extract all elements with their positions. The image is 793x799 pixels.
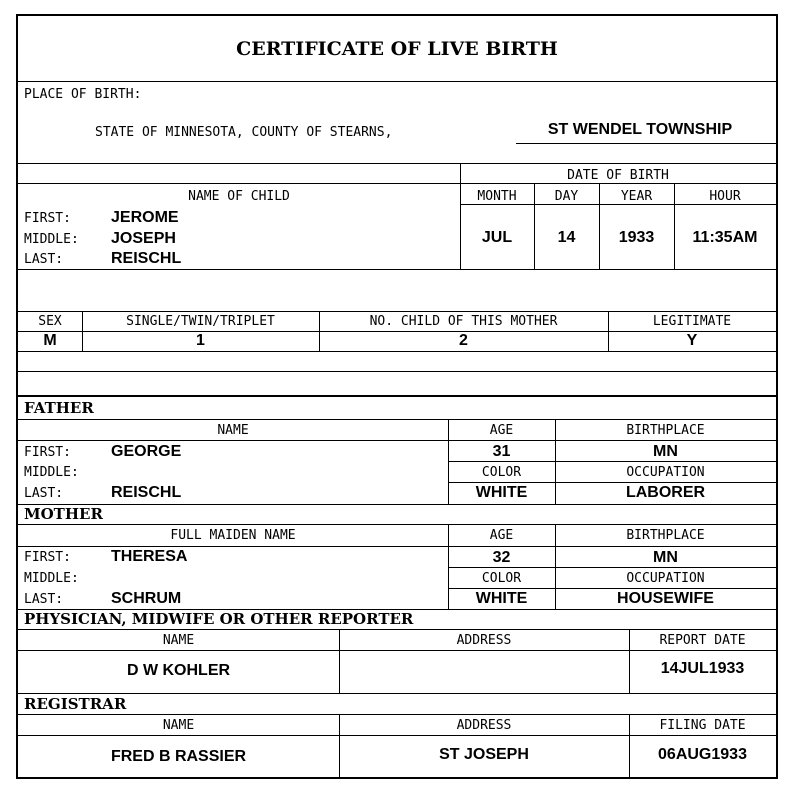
hour-header: HOUR: [709, 189, 741, 204]
report-date-header: REPORT DATE: [659, 633, 746, 648]
child-last-name: REISCHL: [111, 250, 182, 267]
rule: [460, 204, 776, 205]
place-of-birth-label: PLACE OF BIRTH:: [24, 87, 142, 102]
father-age: 31: [492, 443, 511, 460]
child-last-label: LAST:: [24, 252, 64, 267]
rule: [18, 524, 776, 525]
rule: [18, 269, 776, 270]
mother-occupation-header: OCCUPATION: [626, 571, 705, 586]
rule: [448, 588, 776, 589]
rule: [18, 163, 776, 164]
filing-date-header: FILING DATE: [659, 718, 746, 733]
father-color-header: COLOR: [481, 465, 522, 480]
rule: [18, 693, 776, 694]
mother-section-title: MOTHER: [24, 505, 103, 523]
date-of-birth-header: DATE OF BIRTH: [567, 168, 669, 183]
rule: [18, 546, 776, 547]
rule: [18, 331, 776, 332]
birth-day: 14: [557, 229, 576, 246]
rule: [18, 395, 776, 397]
place-of-birth-township: ST WENDEL TOWNSHIP: [547, 121, 733, 138]
registrar-name-header: NAME: [162, 718, 195, 733]
year-header: YEAR: [620, 189, 653, 204]
mother-last-name: SCHRUM: [111, 590, 182, 607]
father-color: WHITE: [475, 484, 528, 501]
mother-age-header: AGE: [489, 528, 514, 543]
father-first-label: FIRST:: [24, 445, 71, 460]
month-header: MONTH: [477, 189, 517, 204]
reporter-section-title: PHYSICIAN, MIDWIFE OR OTHER REPORTER: [24, 610, 414, 628]
mother-last-label: LAST:: [24, 592, 64, 607]
child-first-label: FIRST:: [24, 211, 71, 226]
birth-month: JUL: [481, 229, 513, 246]
father-age-header: AGE: [489, 423, 514, 438]
certificate-title: CERTIFICATE OF LIVE BIRTH: [236, 38, 558, 60]
sex-header: SEX: [38, 314, 62, 329]
father-section-title: FATHER: [24, 399, 94, 417]
rule: [448, 567, 776, 568]
father-middle-label: MIDDLE:: [24, 465, 79, 480]
father-last-label: LAST:: [24, 486, 64, 501]
mother-color-header: COLOR: [481, 571, 522, 586]
mother-age: 32: [492, 549, 511, 566]
mother-middle-label: MIDDLE:: [24, 571, 79, 586]
registrar-address-header: ADDRESS: [456, 718, 512, 733]
mother-name-header: FULL MAIDEN NAME: [170, 528, 296, 543]
mother-birthplace-header: BIRTHPLACE: [626, 528, 705, 543]
father-name-header: NAME: [217, 423, 249, 438]
rule: [18, 714, 776, 715]
rule: [448, 461, 776, 462]
rule: [448, 482, 776, 483]
birth-certificate: [16, 14, 778, 779]
birth-hour: 11:35AM: [692, 229, 758, 246]
filing-date: 06AUG1933: [658, 746, 747, 763]
registrar-section-title: REGISTRAR: [24, 695, 127, 713]
father-birthplace-header: BIRTHPLACE: [626, 423, 705, 438]
reporter-name: D W KOHLER: [126, 662, 231, 679]
rule: [18, 351, 776, 352]
reporter-address-header: ADDRESS: [456, 633, 512, 648]
day-header: DAY: [554, 189, 579, 204]
report-date: 14JUL1933: [660, 660, 745, 677]
name-of-child-header: NAME OF CHILD: [188, 189, 290, 204]
registrar-name: FRED B RASSIER: [110, 748, 247, 765]
plurality-value: 1: [196, 332, 205, 349]
township-underline: [516, 143, 776, 144]
rule: [18, 419, 776, 420]
father-first-name: GEORGE: [111, 443, 182, 460]
registrar-address: ST JOSEPH: [439, 746, 529, 763]
child-first-name: JEROME: [111, 209, 179, 226]
mother-color: WHITE: [475, 590, 528, 607]
mother-first-name: THERESA: [111, 548, 188, 565]
sex-value: M: [43, 332, 57, 349]
rule: [18, 650, 776, 651]
father-occupation: LABORER: [625, 484, 706, 501]
mother-first-label: FIRST:: [24, 550, 71, 565]
child-middle-label: MIDDLE:: [24, 232, 79, 247]
rule: [18, 371, 776, 372]
rule: [18, 735, 776, 736]
father-birthplace: MN: [653, 443, 678, 460]
place-of-birth-state-county: STATE OF MINNESOTA, COUNTY OF STEARNS,: [95, 125, 393, 140]
legitimate-header: LEGITIMATE: [652, 314, 732, 329]
child-number-header: NO. CHILD OF THIS MOTHER: [369, 314, 558, 329]
birth-year: 1933: [618, 229, 655, 246]
reporter-name-header: NAME: [162, 633, 195, 648]
father-last-name: REISCHL: [111, 484, 182, 501]
legitimate-value: Y: [686, 332, 698, 349]
mother-birthplace: MN: [653, 549, 678, 566]
rule: [18, 183, 776, 184]
rule: [18, 504, 776, 505]
plurality-header: SINGLE/TWIN/TRIPLET: [126, 314, 275, 329]
rule: [18, 440, 776, 441]
rule: [18, 311, 776, 312]
child-number-value: 2: [459, 332, 468, 349]
father-occupation-header: OCCUPATION: [626, 465, 705, 480]
child-middle-name: JOSEPH: [111, 230, 176, 247]
mother-occupation: HOUSEWIFE: [617, 590, 714, 607]
rule: [18, 81, 776, 82]
rule: [18, 629, 776, 630]
